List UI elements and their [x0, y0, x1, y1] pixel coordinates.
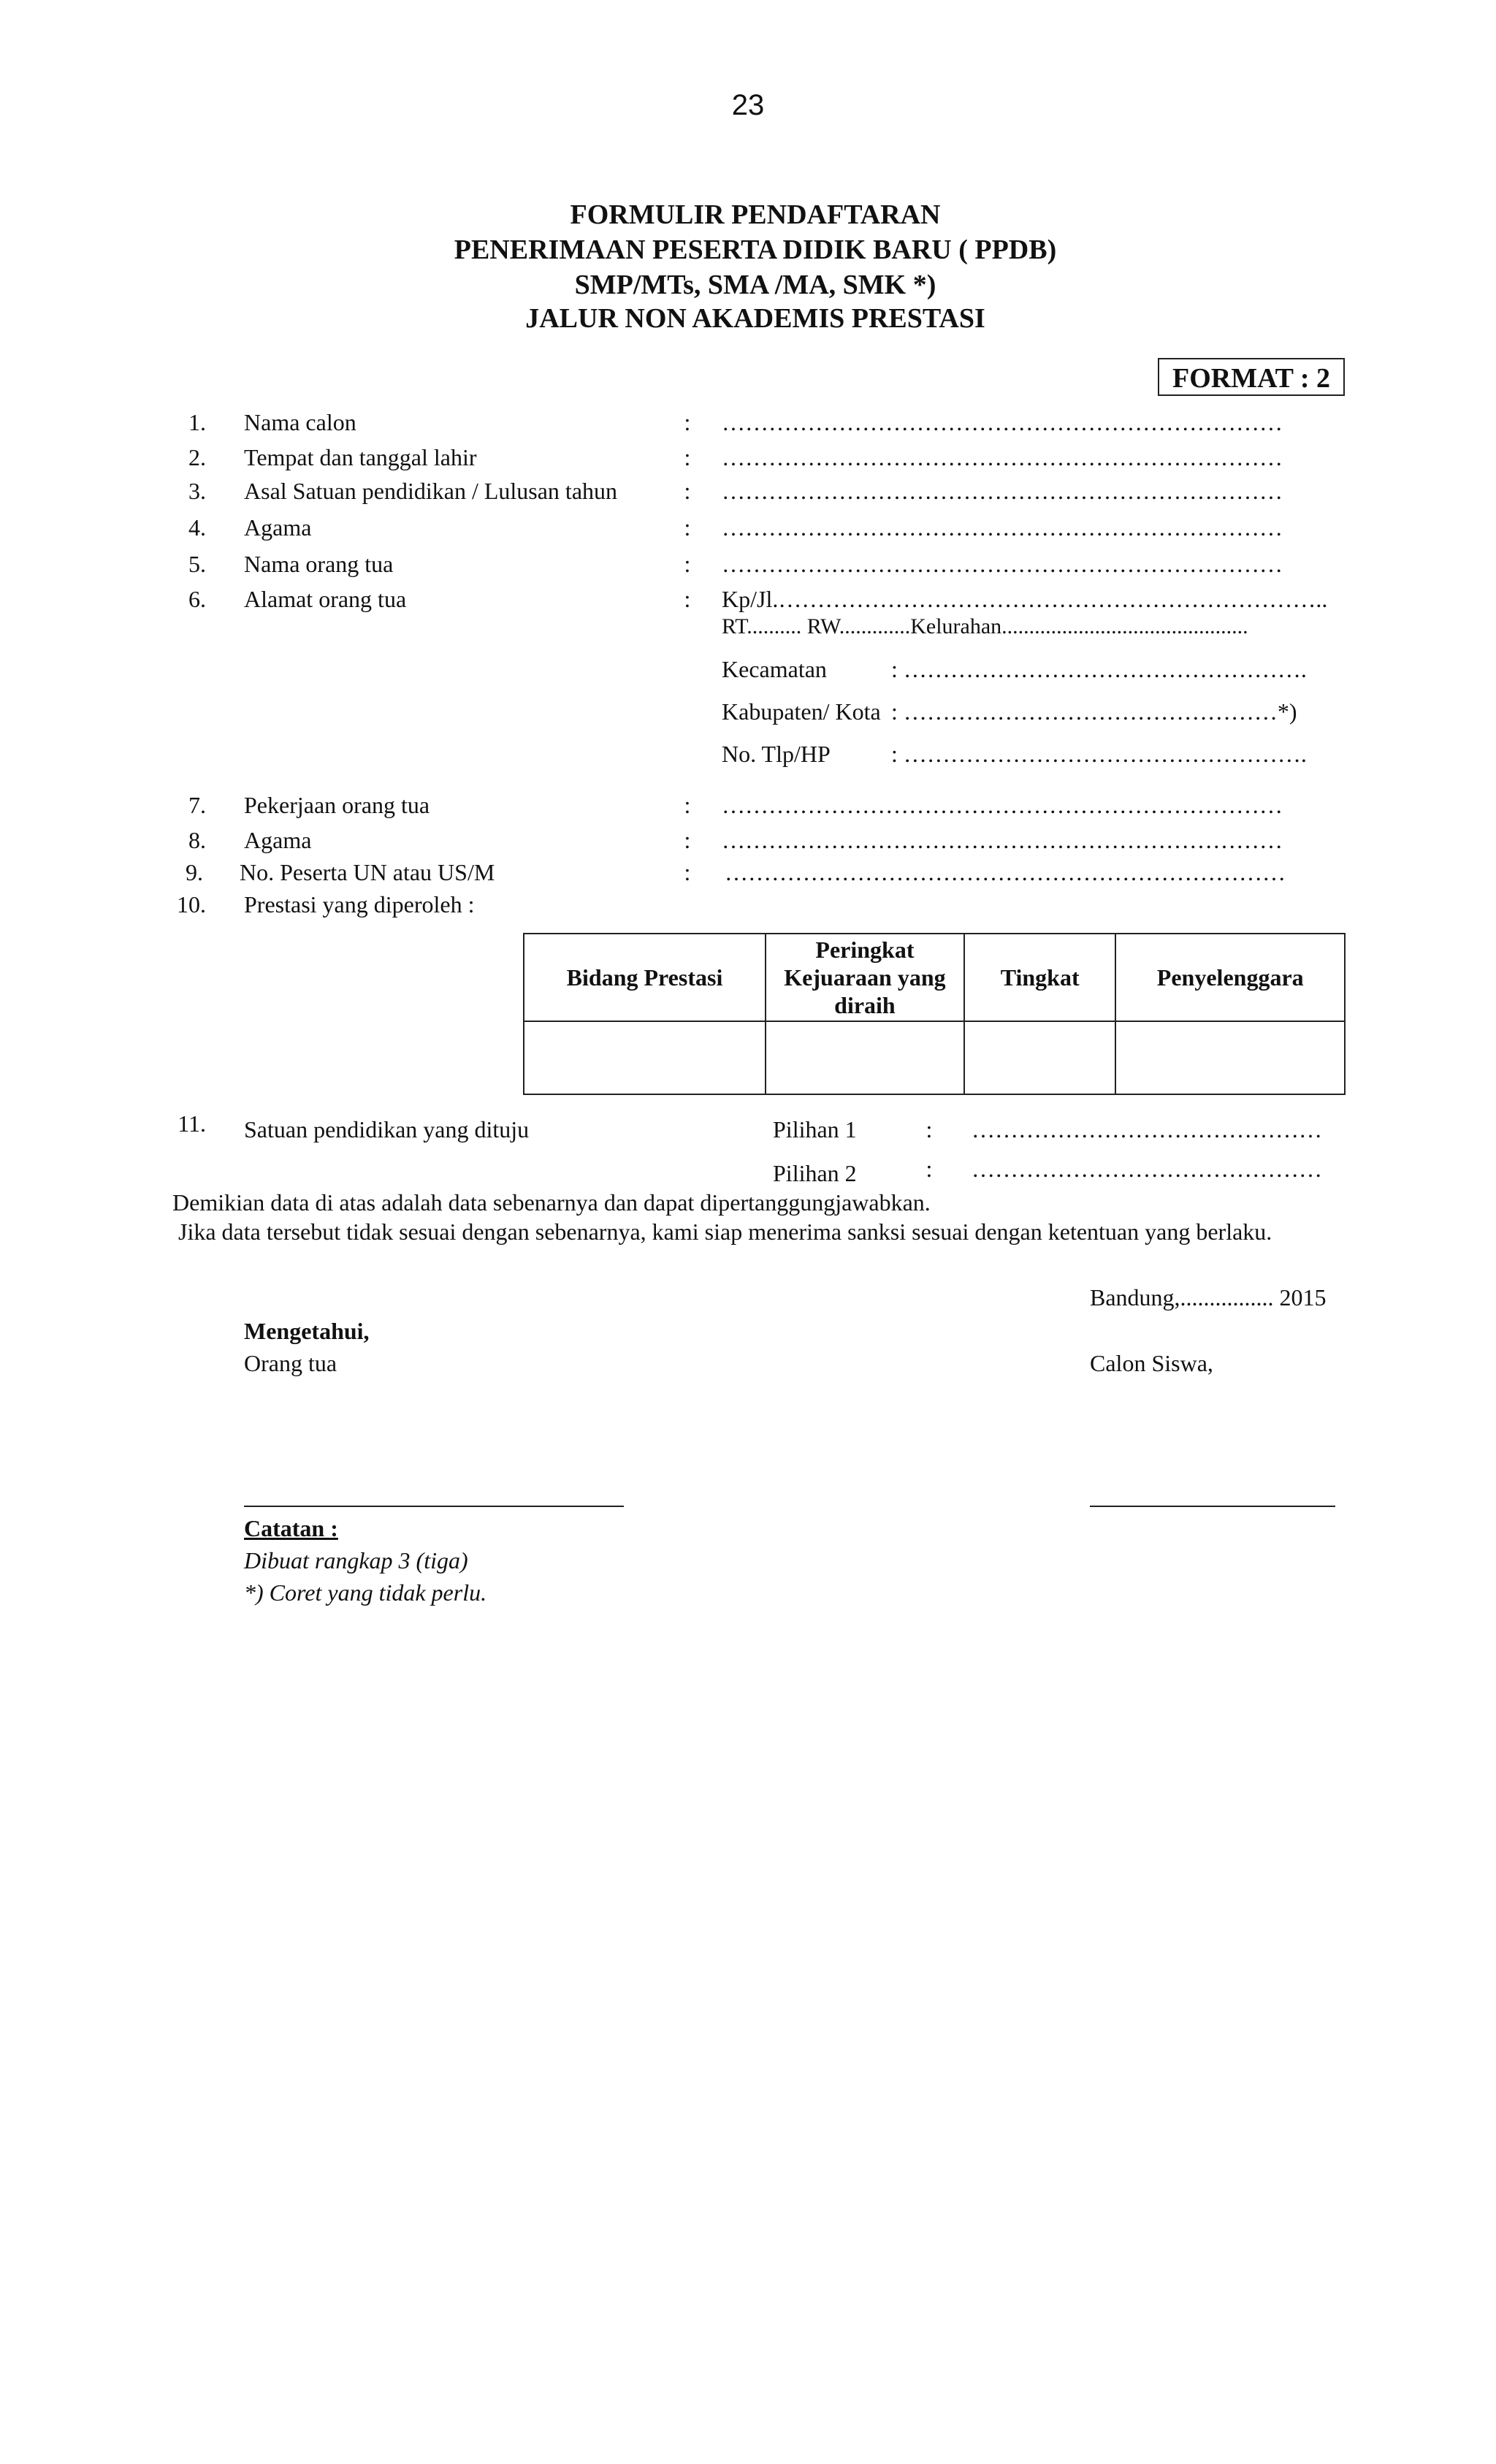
field-number: 1.	[188, 409, 206, 435]
field-number: 2.	[188, 444, 206, 470]
parent-signature-line	[244, 1506, 624, 1507]
orang-tua-label: Orang tua	[244, 1350, 337, 1376]
field-number: 6.	[188, 586, 206, 612]
field-blank-dots[interactable]: Kp/Jl.……………………………………………………………..	[722, 586, 1328, 612]
field-colon: :	[684, 792, 691, 818]
form-title-line-4: JALUR NON AKADEMIS PRESTASI	[525, 303, 985, 334]
field-colon: :	[684, 409, 691, 435]
field-colon: :	[684, 551, 691, 577]
field-number: 9.	[186, 859, 203, 885]
student-signature-line	[1090, 1506, 1335, 1507]
field-label: Alamat orang tua	[244, 586, 407, 612]
field-number: 8.	[188, 827, 206, 853]
field-prestasi-label: Prestasi yang diperoleh :	[244, 891, 475, 918]
field-blank-dots[interactable]: ………………………………………………………………	[722, 444, 1283, 470]
header-peringkat-kejuaraan: Peringkat Kejuaraan yang diraih	[766, 934, 964, 1021]
field-number: 7.	[188, 792, 206, 818]
table-cell-tingkat[interactable]	[964, 1021, 1116, 1094]
address-kabupaten-dots[interactable]: : …………………………………………*)	[891, 698, 1297, 725]
table-cell-penyelenggara[interactable]	[1115, 1021, 1345, 1094]
choice2-label: Pilihan 2	[773, 1160, 857, 1186]
field-label: Tempat dan tanggal lahir	[244, 444, 477, 470]
format-label-box: FORMAT : 2	[1158, 358, 1345, 396]
field-colon: :	[684, 586, 691, 612]
table-row	[524, 1021, 1345, 1094]
address-kecamatan-dots[interactable]: : …………………………………………….	[891, 656, 1307, 682]
header-tingkat: Tingkat	[964, 934, 1116, 1021]
header-bidang-prestasi: Bidang Prestasi	[524, 934, 766, 1021]
field-blank-dots[interactable]: ………………………………………………………………	[722, 827, 1283, 853]
catatan-title: Catatan :	[244, 1515, 338, 1541]
catatan-note-1: Dibuat rangkap 3 (tiga)	[244, 1547, 468, 1574]
table-cell-peringkat[interactable]	[766, 1021, 964, 1094]
field-number: 4.	[188, 514, 206, 541]
field-colon: :	[684, 859, 691, 885]
field-label: Asal Satuan pendidikan / Lulusan tahun	[244, 478, 618, 504]
header-penyelenggara: Penyelenggara	[1115, 934, 1345, 1021]
field-colon: :	[684, 514, 691, 541]
calon-siswa-label: Calon Siswa,	[1090, 1350, 1213, 1376]
place-date: Bandung,................ 2015	[1090, 1284, 1327, 1311]
choice2-dots[interactable]: ………………………………………	[972, 1156, 1322, 1182]
address-kecamatan-label: Kecamatan	[722, 656, 827, 682]
field-blank-dots[interactable]: ………………………………………………………………	[722, 792, 1283, 818]
choice1-dots[interactable]: ………………………………………	[972, 1116, 1322, 1143]
field-blank-dots[interactable]: ………………………………………………………………	[722, 514, 1283, 541]
field-colon: :	[684, 444, 691, 470]
field-satuan-pendidikan-label: Satuan pendidikan yang dituju	[244, 1116, 530, 1143]
form-title-line-1: FORMULIR PENDAFTARAN	[570, 199, 941, 230]
field-blank-dots[interactable]: ………………………………………………………………	[722, 478, 1283, 504]
address-tlp-label: No. Tlp/HP	[722, 741, 831, 767]
field-colon: :	[684, 827, 691, 853]
choice1-colon: :	[926, 1116, 933, 1143]
field-number: 3.	[188, 478, 206, 504]
page-number: 23	[731, 89, 765, 121]
address-rt-rw-kelurahan[interactable]: RT.......... RW.............Kelurahan.............................................	[722, 614, 1248, 638]
field-label: No. Peserta UN atau US/M	[240, 859, 495, 885]
prestasi-table	[523, 933, 1346, 1095]
field-colon: :	[684, 478, 691, 504]
address-tlp-dots[interactable]: : …………………………………………….	[891, 741, 1307, 767]
field-blank-dots[interactable]: ………………………………………………………………	[722, 409, 1283, 435]
statement-line-1: Demikian data di atas adalah data sebenarnya dan dapat dipertanggungjawabkan.	[172, 1189, 931, 1216]
field-number: 5.	[188, 551, 206, 577]
field-label: Nama calon	[244, 409, 356, 435]
statement-line-2: Jika data tersebut tidak sesuai dengan sebenarnya, kami siap menerima sanksi sesuai dengan ketentuan yang berlaku.	[178, 1218, 1272, 1245]
field-label: Agama	[244, 514, 312, 541]
form-title-line-2: PENERIMAAN PESERTA DIDIK BARU ( PPDB)	[454, 234, 1057, 265]
choice1-label: Pilihan 1	[773, 1116, 857, 1143]
choice2-colon: :	[926, 1156, 933, 1182]
mengetahui-label: Mengetahui,	[244, 1318, 370, 1344]
field-number-11: 11.	[178, 1110, 206, 1137]
field-label: Pekerjaan orang tua	[244, 792, 430, 818]
field-blank-dots[interactable]: ………………………………………………………………	[722, 551, 1283, 577]
table-cell-bidang-prestasi[interactable]	[524, 1021, 766, 1094]
catatan-note-2: *) Coret yang tidak perlu.	[244, 1579, 487, 1606]
field-label: Agama	[244, 827, 312, 853]
form-title-line-3: SMP/MTs, SMA /MA, SMK *)	[574, 270, 936, 300]
field-label: Nama orang tua	[244, 551, 394, 577]
field-blank-dots[interactable]: ………………………………………………………………	[725, 859, 1286, 885]
address-kabupaten-label: Kabupaten/ Kota	[722, 698, 881, 725]
field-number-10: 10.	[177, 891, 206, 918]
